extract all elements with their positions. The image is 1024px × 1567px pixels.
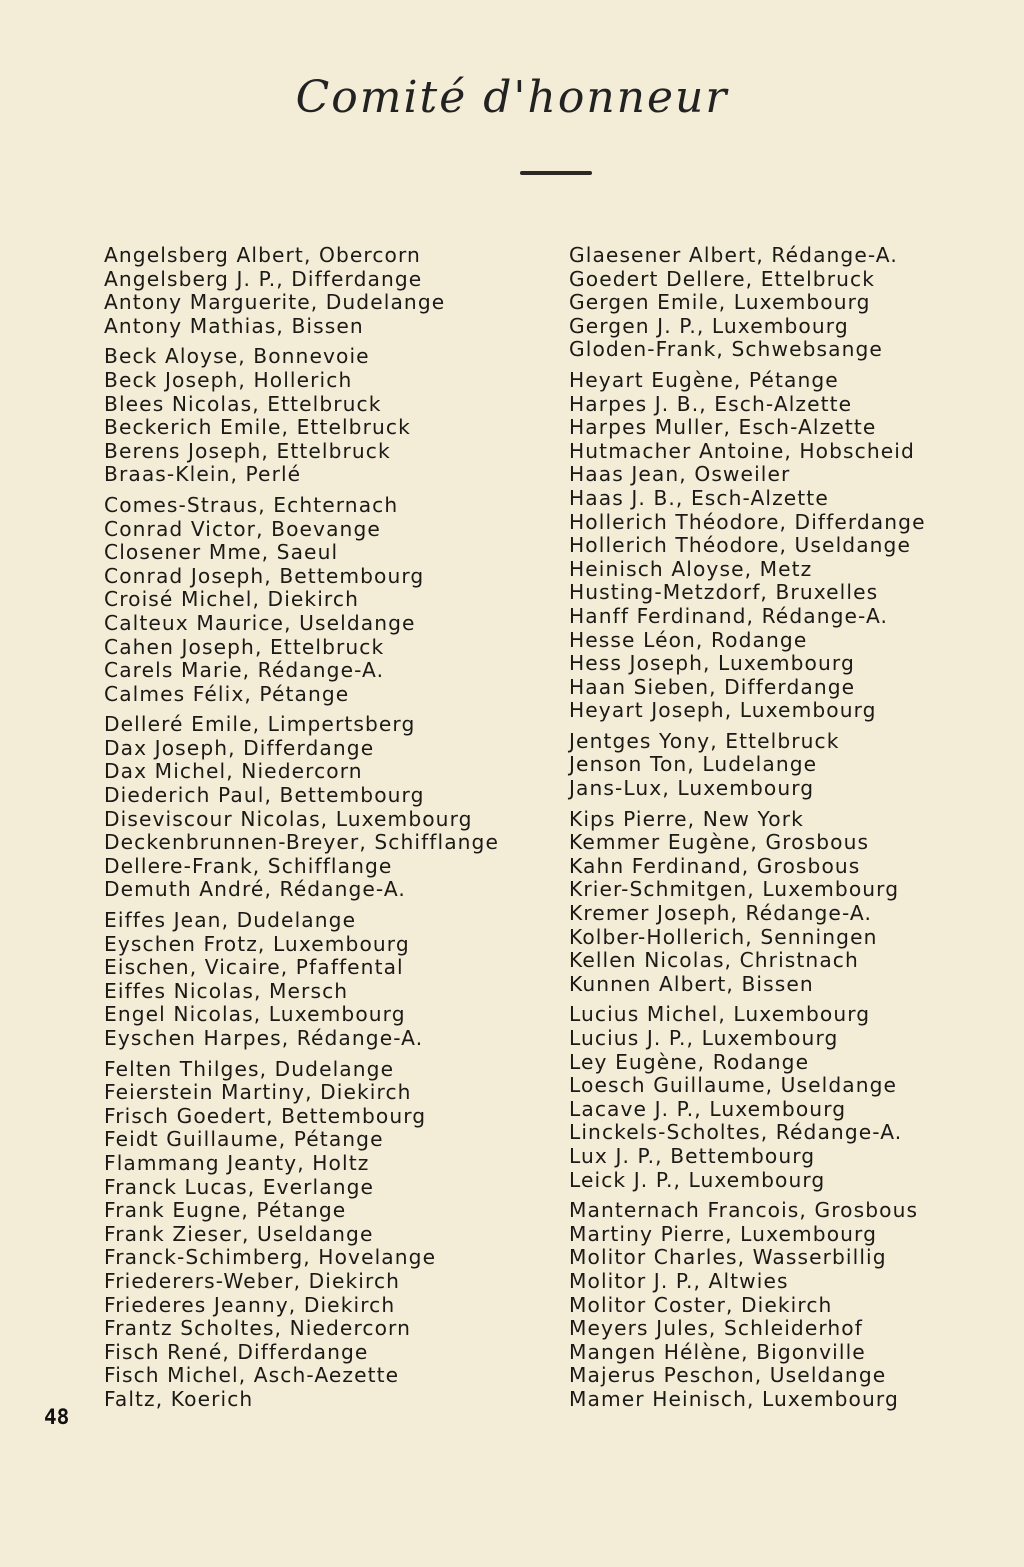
name-entry: Haas Jean, Osweiler — [569, 462, 791, 487]
name-entry: Carels Marie, Rédange-A. — [104, 658, 385, 683]
name-entry: Heyart Eugène, Pétange — [569, 367, 839, 392]
name-entry: Frantz Scholtes, Niedercorn — [104, 1316, 412, 1341]
name-entry: Blees Nicolas, Ettelbruck — [104, 391, 382, 416]
name-entry: Heyart Joseph, Luxembourg — [569, 698, 877, 723]
name-entry: Lux J. P., Bettembourg — [569, 1143, 816, 1168]
name-entry: Hanff Ferdinand, Rédange-A. — [569, 603, 889, 628]
name-entry: Eiffes Jean, Dudelange — [104, 908, 357, 933]
name-entry: Kolber-Hollerich, Senningen — [569, 924, 878, 949]
name-entry: Beck Aloyse, Bonnevoie — [104, 344, 370, 369]
name-entry: Beckerich Emile, Ettelbruck — [104, 415, 411, 440]
name-entry: Angelsberg J. P., Differdange — [104, 266, 423, 291]
name-entry: Hollerich Théodore, Useldange — [569, 533, 911, 558]
name-entry: Dax Michel, Niedercorn — [104, 759, 363, 784]
name-entry: Jenson Ton, Ludelange — [569, 752, 818, 777]
name-entry: Fisch René, Differdange — [104, 1339, 369, 1364]
name-entry: Antony Mathias, Bissen — [104, 313, 364, 338]
name-entry: Diederich Paul, Bettembourg — [104, 783, 425, 808]
name-entry: Croisé Michel, Diekirch — [104, 587, 359, 612]
name-group — [104, 909, 524, 1051]
name-entry: Gergen J. P., Luxembourg — [569, 313, 849, 338]
name-entry: Jentges Yony, Ettelbruck — [569, 728, 840, 753]
name-entry: Lacave J. P., Luxembourg — [569, 1096, 847, 1121]
name-entry: Molitor J. P., Altwies — [569, 1268, 789, 1293]
name-entry: Friederers-Weber, Diekirch — [104, 1268, 401, 1293]
name-entry: Dax Joseph, Differdange — [104, 735, 375, 760]
name-entry: Diseviscour Nicolas, Luxembourg — [104, 806, 473, 831]
name-entry: Franck-Schimberg, Hovelange — [104, 1245, 437, 1270]
name-entry: Frank Eugne, Pétange — [104, 1198, 347, 1223]
name-entry: Conrad Joseph, Bettembourg — [104, 563, 425, 588]
name-entry: Mamer Heinisch, Luxembourg — [569, 1386, 899, 1411]
name-group — [569, 244, 1009, 362]
name-entry: Martiny Pierre, Luxembourg — [569, 1221, 877, 1246]
name-entry: Kremer Joseph, Rédange-A. — [569, 901, 872, 926]
name-entry: Felten Thilges, Dudelange — [104, 1056, 395, 1081]
name-entry: Meyers Jules, Schleiderhof — [569, 1316, 863, 1341]
name-entry: Kemmer Eugène, Grosbous — [569, 830, 870, 855]
name-entry: Majerus Peschon, Useldange — [569, 1363, 887, 1388]
name-entry: Gloden-Frank, Schwebsange — [569, 337, 883, 362]
name-entry: Conrad Victor, Boevange — [104, 516, 381, 541]
name-entry: Berens Joseph, Ettelbruck — [104, 438, 391, 463]
title-divider — [520, 171, 592, 175]
name-entry: Jans-Lux, Luxembourg — [569, 776, 815, 801]
page-number: 48 — [44, 1405, 70, 1429]
name-entry: Delleré Emile, Limpertsberg — [104, 712, 416, 737]
name-entry: Glaesener Albert, Rédange-A. — [569, 243, 898, 267]
name-entry: Calmes Félix, Pétange — [104, 681, 350, 706]
name-group — [569, 369, 1009, 723]
name-entry: Manternach Francois, Grosbous — [569, 1198, 919, 1223]
name-entry: Dellere-Frank, Schifflange — [104, 853, 393, 878]
name-entry: Loesch Guillaume, Useldange — [569, 1073, 898, 1098]
name-entry: Kips Pierre, New York — [569, 806, 804, 831]
name-entry: Cahen Joseph, Ettelbruck — [104, 634, 385, 659]
page-title: Comité d'honneur — [295, 72, 729, 123]
name-entry: Harpes J. B., Esch-Alzette — [569, 391, 853, 416]
name-entry: Heinisch Aloyse, Metz — [569, 556, 813, 581]
name-entry: Friederes Jeanny, Diekirch — [104, 1292, 396, 1317]
name-entry: Harpes Muller, Esch-Alzette — [569, 415, 877, 440]
name-entry: Eischen, Vicaire, Pfaffental — [104, 955, 404, 980]
name-entry: Demuth André, Rédange-A. — [104, 877, 406, 902]
name-entry: Eyschen Frotz, Luxembourg — [104, 931, 410, 956]
name-entry: Braas-Klein, Perlé — [104, 462, 302, 487]
name-entry: Krier-Schmitgen, Luxembourg — [569, 877, 900, 902]
name-group — [104, 1058, 524, 1412]
name-group — [104, 345, 524, 487]
name-entry: Kahn Ferdinand, Grosbous — [569, 853, 861, 878]
name-entry: Closener Mme, Saeul — [104, 540, 339, 565]
name-entry: Hess Joseph, Luxembourg — [569, 651, 855, 676]
name-entry: Antony Marguerite, Dudelange — [104, 290, 446, 315]
name-group — [569, 1199, 1009, 1411]
name-entry: Gergen Emile, Luxembourg — [569, 290, 871, 315]
name-entry: Ley Eugène, Rodange — [569, 1049, 810, 1074]
name-entry: Lucius J. P., Luxembourg — [569, 1026, 839, 1050]
name-entry: Leick J. P., Luxembourg — [569, 1167, 826, 1192]
name-entry: Comes-Straus, Echternach — [104, 492, 399, 517]
name-entry: Frank Zieser, Useldange — [104, 1221, 374, 1246]
name-entry: Molitor Charles, Wasserbillig — [569, 1245, 887, 1270]
left-name-column — [104, 244, 524, 1419]
name-entry: Mangen Hélène, Bigonville — [569, 1339, 866, 1364]
name-entry: Deckenbrunnen-Breyer, Schifflange — [104, 830, 499, 855]
name-entry: Lucius Michel, Luxembourg — [569, 1002, 871, 1027]
name-entry: Haas J. B., Esch-Alzette — [569, 485, 829, 510]
name-entry: Linckels-Scholtes, Rédange-A. — [569, 1120, 903, 1145]
name-entry: Engel Nicolas, Luxembourg — [104, 1002, 406, 1027]
name-entry: Goedert Dellere, Ettelbruck — [569, 266, 876, 291]
name-entry: Franck Lucas, Everlange — [104, 1174, 375, 1199]
name-entry: Hesse Léon, Rodange — [569, 627, 808, 652]
name-entry: Husting-Metzdorf, Bruxelles — [569, 580, 879, 605]
name-group — [569, 808, 1009, 997]
name-entry: Eiffes Nicolas, Mersch — [104, 978, 349, 1003]
name-entry: Flammang Jeanty, Holtz — [104, 1150, 370, 1175]
name-entry: Hutmacher Antoine, Hobscheid — [569, 438, 915, 463]
name-entry: Beck Joseph, Hollerich — [104, 367, 353, 392]
name-entry: Molitor Coster, Diekirch — [569, 1292, 833, 1317]
name-entry: Faltz, Koerich — [104, 1386, 254, 1411]
name-entry: Fisch Michel, Asch-Aezette — [104, 1363, 400, 1388]
name-entry: Angelsberg Albert, Obercorn — [104, 243, 421, 267]
name-entry: Feierstein Martiny, Diekirch — [104, 1080, 412, 1105]
name-group — [104, 494, 524, 706]
name-entry: Calteux Maurice, Useldange — [104, 610, 416, 635]
name-entry: Haan Sieben, Differdange — [569, 674, 856, 699]
name-group — [104, 244, 524, 338]
name-entry: Hollerich Théodore, Differdange — [569, 509, 926, 534]
name-entry: Eyschen Harpes, Rédange-A. — [104, 1026, 424, 1050]
name-group — [569, 1003, 1009, 1192]
name-entry: Kunnen Albert, Bissen — [569, 971, 814, 996]
name-group — [569, 730, 1009, 801]
name-entry: Frisch Goedert, Bettembourg — [104, 1103, 427, 1128]
right-name-column — [569, 244, 1009, 1419]
name-entry: Kellen Nicolas, Christnach — [569, 948, 859, 973]
name-entry: Feidt Guillaume, Pétange — [104, 1127, 384, 1152]
name-group — [104, 713, 524, 902]
